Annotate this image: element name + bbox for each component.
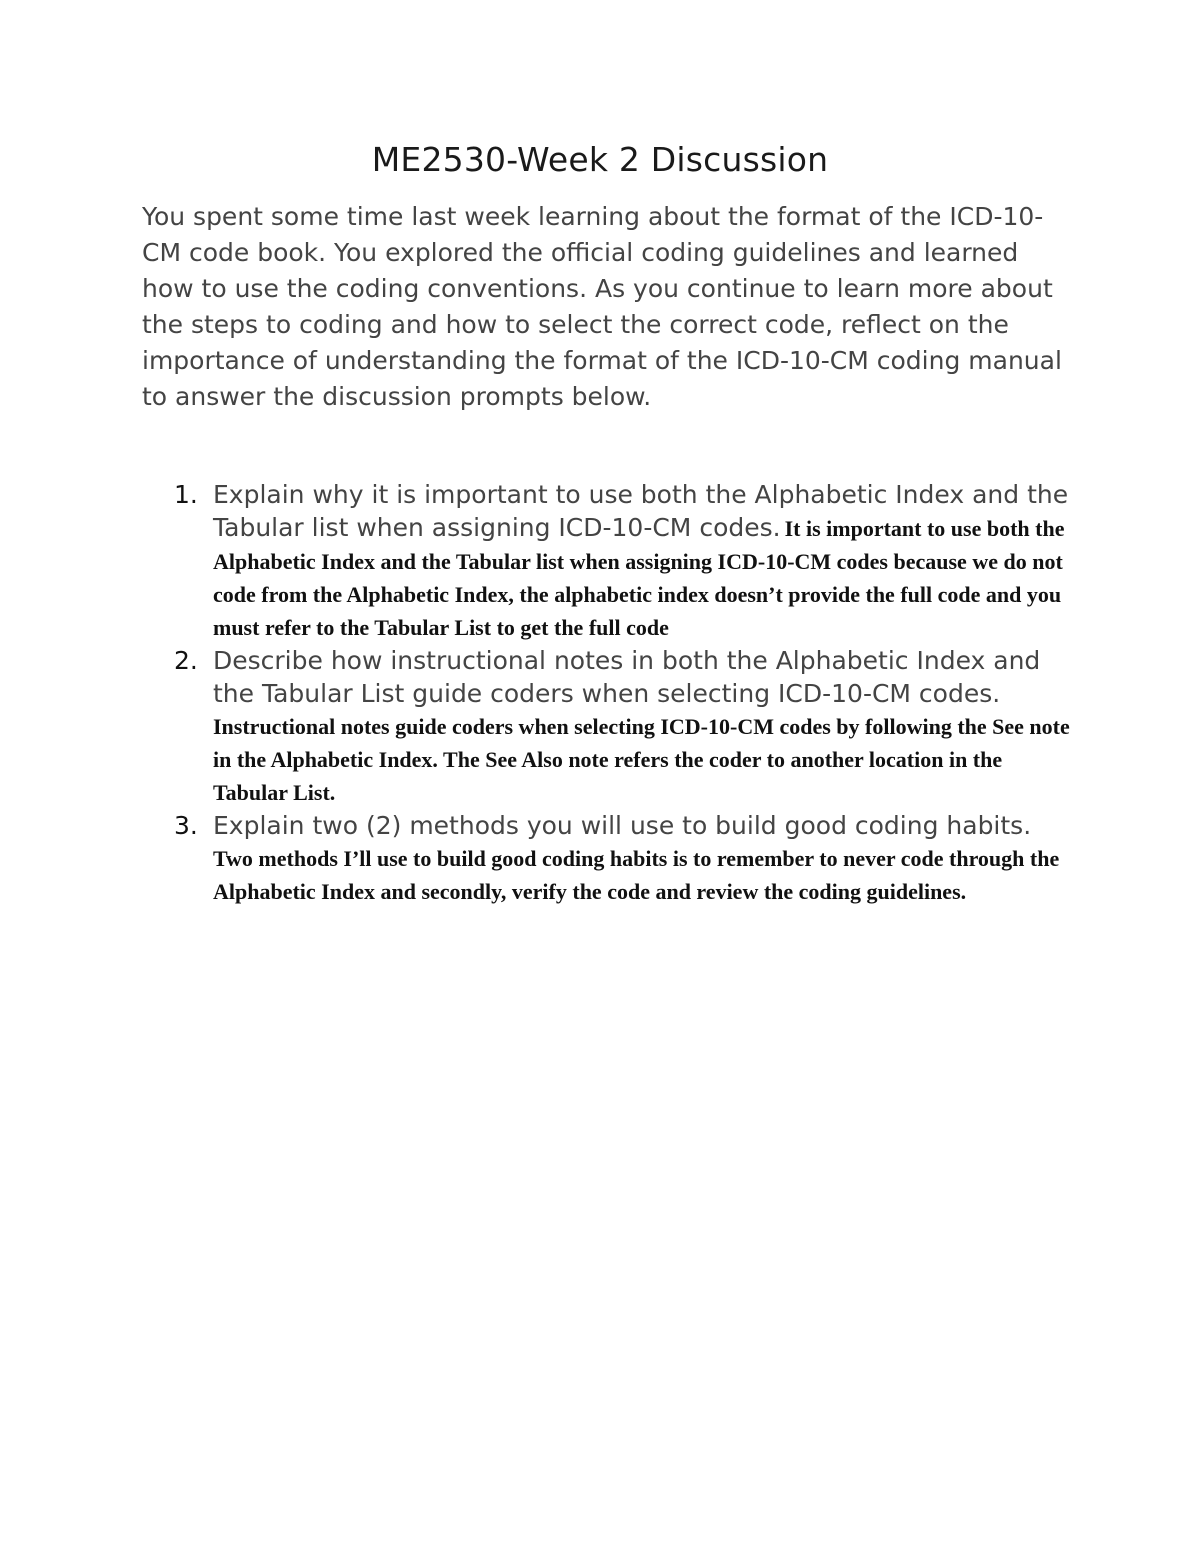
prompt-text bbox=[213, 809, 1072, 908]
prompt-text bbox=[213, 644, 1072, 809]
prompt-item-3 bbox=[142, 809, 1072, 908]
prompt-number: 2. bbox=[174, 646, 198, 675]
prompt-text bbox=[213, 478, 1072, 644]
prompt-number: 3. bbox=[174, 811, 198, 840]
prompt-list bbox=[142, 478, 1072, 908]
prompt-number: 1. bbox=[174, 480, 198, 509]
prompt-question: Describe how instructional notes in both the Alphabetic Index and the Tabular List guide coders when selecting ICD-10-CM codes. bbox=[213, 646, 1041, 708]
prompt-item-2 bbox=[142, 644, 1072, 809]
prompt-question: Explain two (2) methods you will use to build good coding habits. bbox=[213, 811, 1032, 840]
prompt-item-1 bbox=[142, 478, 1072, 644]
prompt-answer: Instructional notes guide coders when selecting ICD-10-CM codes by following the See note in the Alphabetic Index. The See Also note refers the coder to another location in the Tabular List. bbox=[213, 714, 1070, 805]
prompt-answer: It is important to use both the Alphabetic Index and the Tabular list when assigning ICD-10-CM codes because we do not code from the Alphabetic Index, the alphabetic index doesn’t provide the full code and you must refer to the Tabular List to get the full code bbox=[213, 516, 1065, 640]
prompt-question: Explain why it is important to use both the Alphabetic Index and the Tabular list when assigning ICD-10-CM codes. bbox=[213, 480, 1069, 542]
intro-paragraph: You spent some time last week learning about the format of the ICD-10-CM code book. You explored the official coding guidelines and learned how to use the coding conventions. As you continue to learn more about the steps to coding and how to select the correct code, reflect on the importance of understanding the format of the ICD-10-CM coding manual to answer the discussion prompts below. bbox=[142, 202, 1062, 411]
document-title: ME2530-Week 2 Discussion bbox=[371, 140, 829, 179]
prompt-answer: Two methods I’ll use to build good coding habits is to remember to never code through the Alphabetic Index and secondly, verify the code and review the coding guidelines. bbox=[213, 846, 1060, 904]
